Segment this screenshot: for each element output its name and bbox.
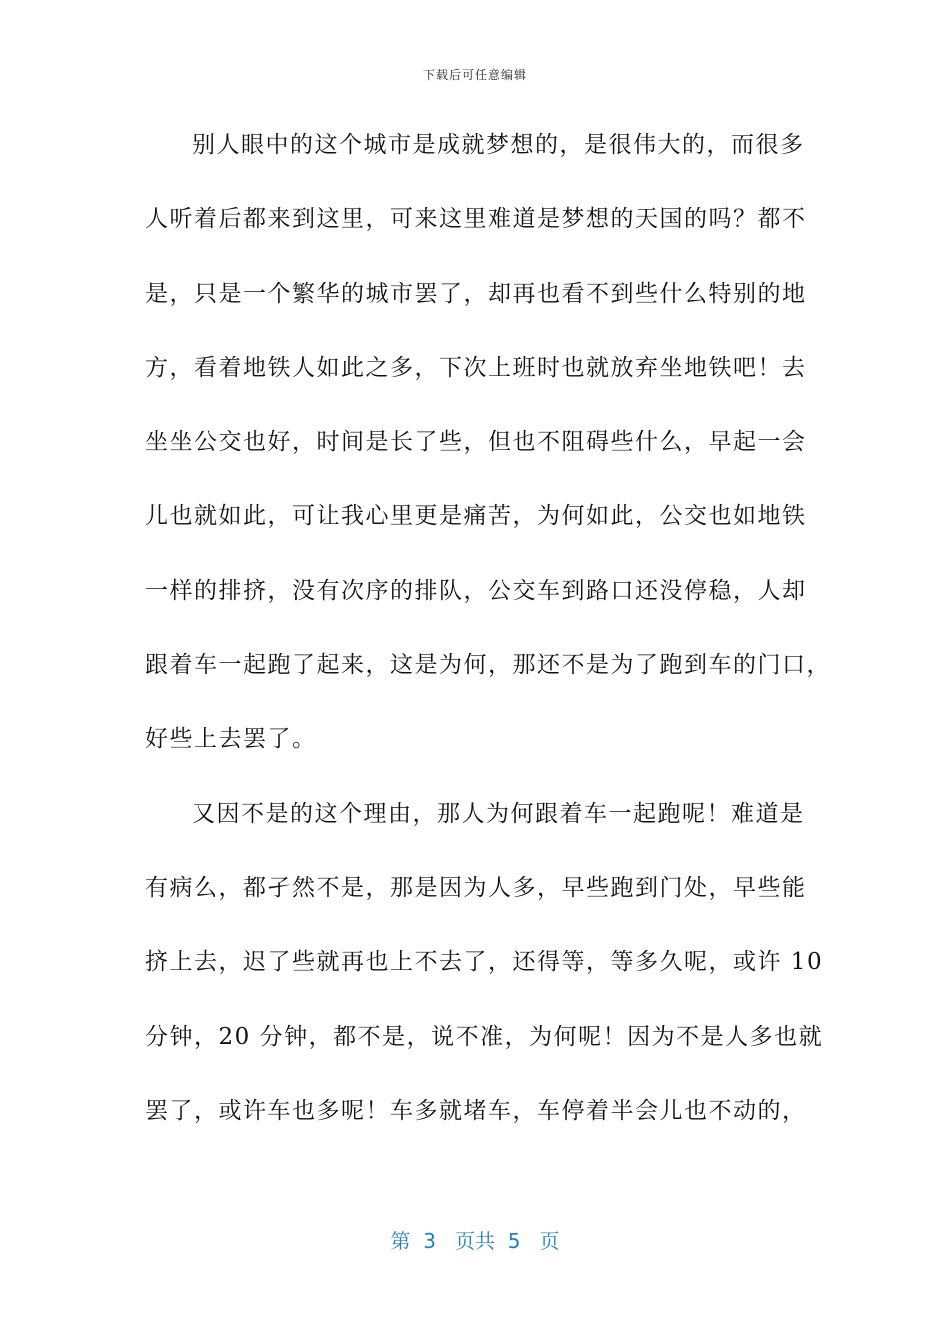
paragraph-line: 别人眼中的这个城市是成就梦想的，是很伟大的，而很多 — [192, 132, 805, 158]
paragraph-line: 分钟，20 分钟，都不是，说不准，为何呢！因为不是人多也就 — [145, 1023, 824, 1050]
page-header: 下载后可任意编辑 — [422, 68, 527, 82]
paragraph-line: 方，看着地铁人如此之多，下次上班时也就放弃坐地铁吧！去 — [145, 354, 807, 381]
paragraph-line: 挤上去，迟了些就再也上不去了，还得等，等多久呢，或许 10 — [145, 949, 824, 976]
paragraph-line: 儿也就如此，可让我心里更是痛苦，为何如此，公交也如地铁 — [145, 503, 807, 530]
paragraph-line: 坐坐公交也好，时间是长了些，但也不阻碍些什么，早起一会 — [145, 429, 807, 456]
paragraph-line: 有病么，都孑然不是，那是因为人多，早些跑到门处，早些能 — [145, 874, 807, 901]
paragraph-line: 一样的排挤，没有次序的排队，公交车到路口还没停稳，人却 — [145, 577, 807, 604]
paragraph-line: 人听着后都来到这里，可来这里难道是梦想的天国的吗？都不 — [145, 206, 807, 233]
paragraph-line: 是，只是一个繁华的城市罢了，却再也看不到些什么特别的地 — [145, 280, 807, 307]
paragraph-line: 好些上去罢了。 — [145, 726, 317, 753]
paragraph-line: 跟着车一起跑了起来，这是为何，那还不是为了跑到车的门口， — [145, 652, 831, 679]
document-body — [145, 120, 831, 1160]
paragraph-line: 又因不是的这个理由，那人为何跟着车一起跑呢！难道是 — [192, 800, 805, 827]
page-number-footer: 第 3 页共 5 页 — [390, 1229, 560, 1253]
paragraph-line: 罢了，或许车也多呢！车多就堵车，车停着半会儿也不动的， — [145, 1097, 807, 1124]
